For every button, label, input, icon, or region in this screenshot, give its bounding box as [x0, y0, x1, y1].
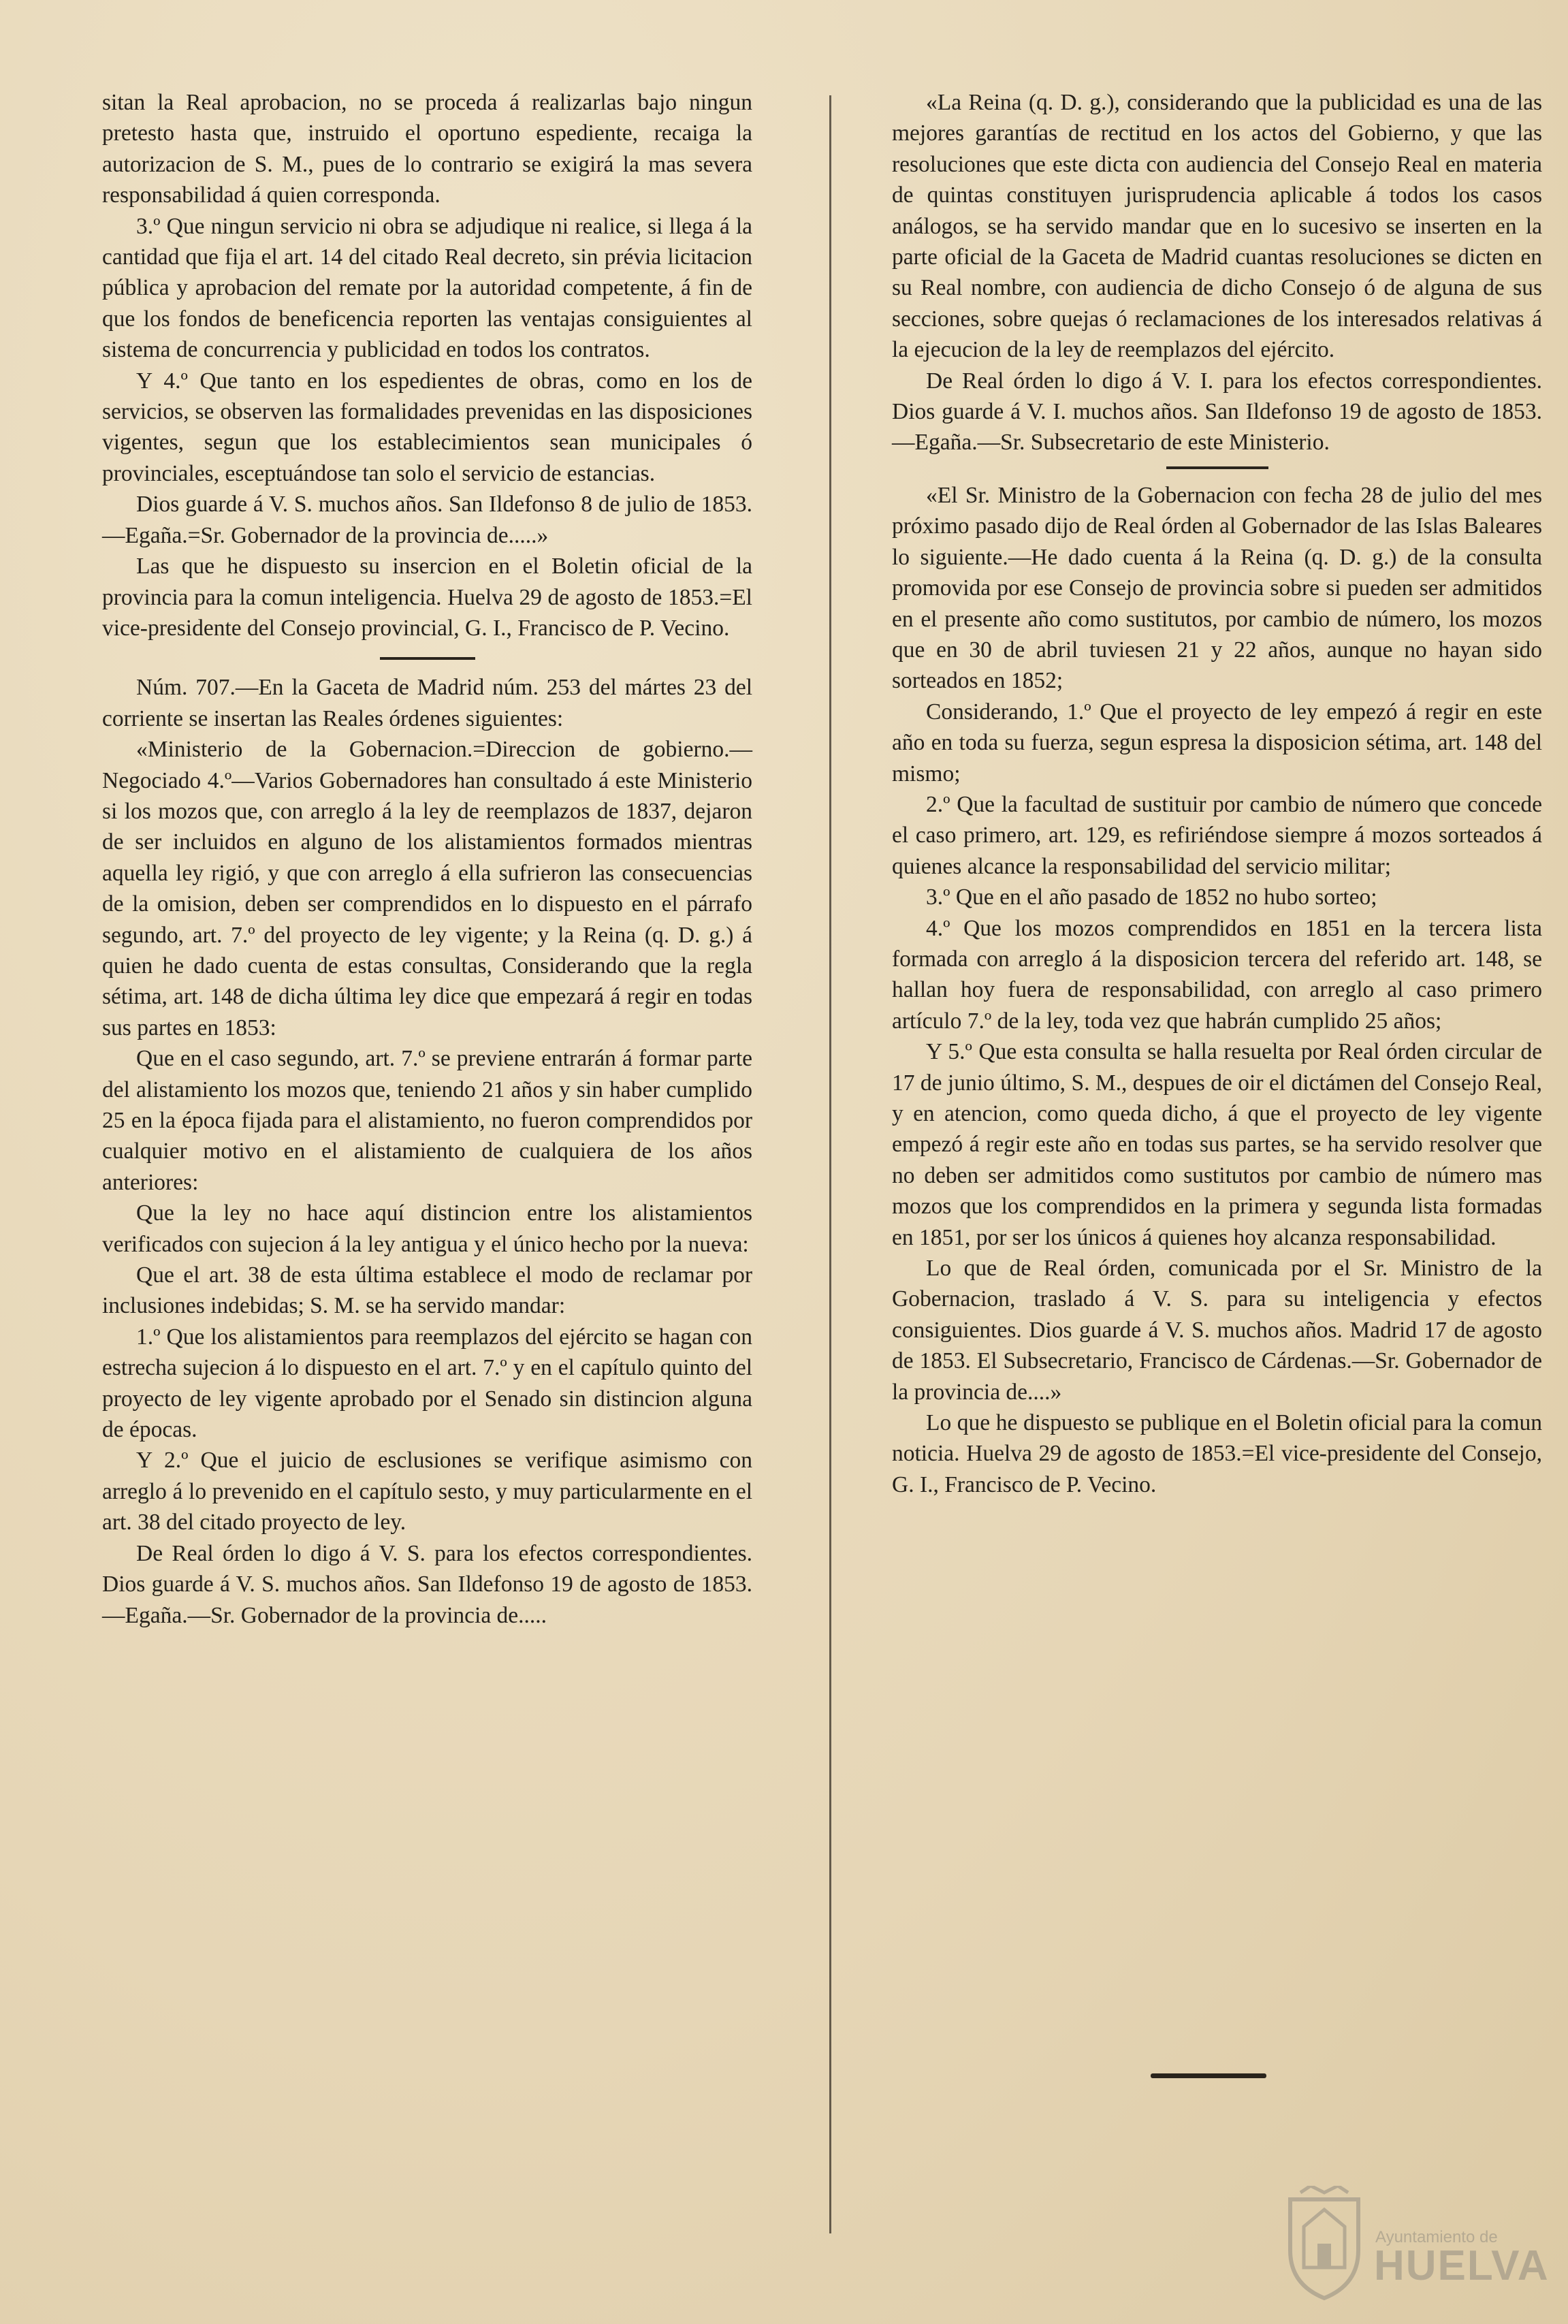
column-rule: [829, 95, 831, 2233]
city-shield-icon: [1280, 2186, 1369, 2302]
paragraph: 3.º Que ningun servicio ni obra se adjudique ni realice, si llega á la cantidad que fija el art. 14 del citado Real decreto, sin prévia licitacion pública y aprobacion del remate por la autoridad competente, á fin de que los fondos de beneficencia reporten las ventajas consiguientes al sistema de concurrencia y publicidad en todos los contratos.: [102, 213, 752, 363]
paragraph: De Real órden lo digo á V. I. para los efectos correspondientes. Dios guarde á V. I. muchos años. San Ildefonso 19 de agosto de 1853.—Egaña.—Sr. Subsecretario de este Ministerio.: [892, 368, 1542, 456]
watermark-line2: HUELVA: [1374, 2242, 1550, 2289]
paragraph: Lo que de Real órden, comunicada por el Sr. Ministro de la Gobernacion, traslado á V. S. para su inteligencia y efectos consiguientes. Dios guarde á V. S. muchos años. Madrid 17 de agosto de 1853. El Subsecretario, Francisco de Cárdenas.—Sr. Gobernador de la provincia de....»: [892, 1256, 1542, 1405]
watermark-line1: Ayuntamiento de: [1375, 2228, 1498, 2246]
paragraph: Que el art. 38 de esta última establece el modo de reclamar por inclusiones indebidas; S. M. se ha servido mandar:: [102, 1262, 752, 1319]
paragraph: sitan la Real aprobacion, no se proceda á realizarlas bajo ningun pretesto hasta que, instruido el oportuno espediente, recaiga la autorizacion de S. M., pues de lo contrario se exigirá la mas severa responsabilidad á quien corresponda.: [102, 90, 752, 208]
paragraph: Que en el caso segundo, art. 7.º se previene entrarán á formar parte del alistamiento los mozos que, teniendo 21 años y sin haber cumplido 25 en la época fijada para el alistamiento, no fueron comprendidos por cualquier motivo en el alistamiento de cualquiera de los años anteriores:: [102, 1046, 752, 1195]
paragraph: Núm. 707.—En la Gaceta de Madrid núm. 253 del mártes 23 del corriente se insertan las Reales órdenes siguientes:: [102, 675, 752, 731]
paragraph: De Real órden lo digo á V. S. para los efectos correspondientes. Dios guarde á V. S. muchos años. San Ildefonso 19 de agosto de 1853.—Egaña.—Sr. Gobernador de la provincia de.....: [102, 1540, 752, 1628]
paragraph: Considerando, 1.º Que el proyecto de ley empezó á regir en este año en toda su fuerza, segun espresa la disposicion sétima, art. 148 del mismo;: [892, 699, 1542, 786]
paragraph: Las que he dispuesto su insercion en el Boletin oficial de la provincia para la comun inteligencia. Huelva 29 de agosto de 1853.=El vice-presidente del Consejo provincial, G. I., Francisco de P. Vecino.: [102, 554, 752, 641]
paragraph: 4.º Que los mozos comprendidos en 1851 en la tercera lista formada con arreglo á la disposicion tercera del referido art. 148, se hallan hoy fuera de responsabilidad, con arreglo al caso primero artículo 7.º de la ley, toda vez que habrán cumplido 25 años;: [892, 915, 1542, 1034]
paragraph: «La Reina (q. D. g.), considerando que la publicidad es una de las mejores garantías de rectitud en los actos del Gobierno, y que las resoluciones que este dicta con audiencia del Consejo Real en materia de quintas constituyen jurisprudencia aplicable á todos los casos análogos, se ha servido mandar que en lo sucesivo se inserten en la parte oficial de la Gaceta de Madrid cuantas resoluciones se dicten en su Real nombre, con audiencia de dicho Consejo ó de alguna de sus secciones, sobre quejas ó reclamaciones de los interesados relativas á la ejecucion de la ley de reemplazos del ejército.: [892, 90, 1542, 363]
paragraph: Y 2.º Que el juicio de esclusiones se verifique asimismo con arreglo á lo prevenido en el capítulo sesto, y muy particularmente en el art. 38 del citado proyecto de ley.: [102, 1448, 752, 1535]
paragraph: 1.º Que los alistamientos para reemplazos del ejército se hagan con estrecha sujecion á lo dispuesto en el art. 7.º y en el capítulo quinto del proyecto de ley vigente aprobado por el Senado sin distincion alguna de épocas.: [102, 1324, 752, 1443]
paragraph: «Ministerio de la Gobernacion.=Direccion de gobierno.—Negociado 4.º—Varios Gobernadores han consultado á este Ministerio si los mozos que, con arreglo á la ley de reemplazos de 1837, dejaron de ser incluidos en alguno de los alistamientos formados mientras aquella ley rigió, y que con arreglo á ella sufrieron las consecuencias de la omision, deben ser comprendidos en lo dispuesto en el párrafo segundo, art. 7.º del proyecto de ley vigente; y la Reina (q. D. g.) á quien he dado cuenta de estas consultas, Considerando que la regla sétima, art. 148 de dicha última ley dice que empezará á regir en todas sus partes en 1853:: [102, 737, 752, 1040]
paragraph: Dios guarde á V. S. muchos años. San Ildefonso 8 de julio de 1853.—Egaña.=Sr. Gobernador de la provincia de.....»: [102, 492, 752, 548]
right-column: [892, 87, 1542, 1500]
archive-watermark: [1280, 2186, 1550, 2302]
paragraph: «El Sr. Ministro de la Gobernacion con fecha 28 de julio del mes próximo pasado dijo de Real órden al Gobernador de las Islas Baleares lo siguiente.—He dado cuenta á la Reina (q. D. g.) de la consulta promovida por ese Consejo de provincia sobre si pueden ser admitidos en el presente año como sustitutos, por cambio de número, los mozos que en 30 de abril tuviesen 21 y 22 años, aunque no hayan sido sorteados en 1852;: [892, 482, 1542, 694]
left-column: [102, 87, 752, 1631]
end-rule: [1151, 2073, 1266, 2078]
paragraph: Y 5.º Que esta consulta se halla resuelta por Real órden circular de 17 de junio último, S. M., despues de oir el dictámen del Consejo Real, y en atencion, como queda dicho, á que el proyecto de ley vigente empezó á regir este año en todas sus partes, se ha servido resolver que no deben ser admitidos como sustitutos por cambio de número mas mozos que los comprendidos en la primera y segunda lista formadas en 1851, por ser los únicos á quienes hoy alcanza responsabilidad.: [892, 1039, 1542, 1250]
paragraph: Que la ley no hace aquí distincion entre los alistamientos verificados con sujecion á la ley antigua y el único hecho por la nueva:: [102, 1200, 752, 1257]
section-divider: [380, 657, 475, 660]
paragraph: 3.º Que en el año pasado de 1852 no hubo sorteo;: [926, 885, 1377, 910]
paragraph: Y 4.º Que tanto en los espedientes de obras, como en los de servicios, se observen las formalidades prevenidas en las disposiciones vigentes, segun que los establecimientos sean municipales ó provinciales, esceptuándose tan solo el servicio de estancias.: [102, 368, 752, 486]
paragraph: 2.º Que la facultad de sustituir por cambio de número que concede el caso primero, art. 129, es refiriéndose siempre á mozos sorteados á quienes alcance la responsabilidad del servicio militar;: [892, 791, 1542, 879]
section-divider: [1166, 466, 1268, 469]
paragraph: Lo que he dispuesto se publique en el Boletin oficial para la comun noticia. Huelva 29 de agosto de 1853.=El vice-presidente del Consejo, G. I., Francisco de P. Vecino.: [892, 1410, 1542, 1497]
